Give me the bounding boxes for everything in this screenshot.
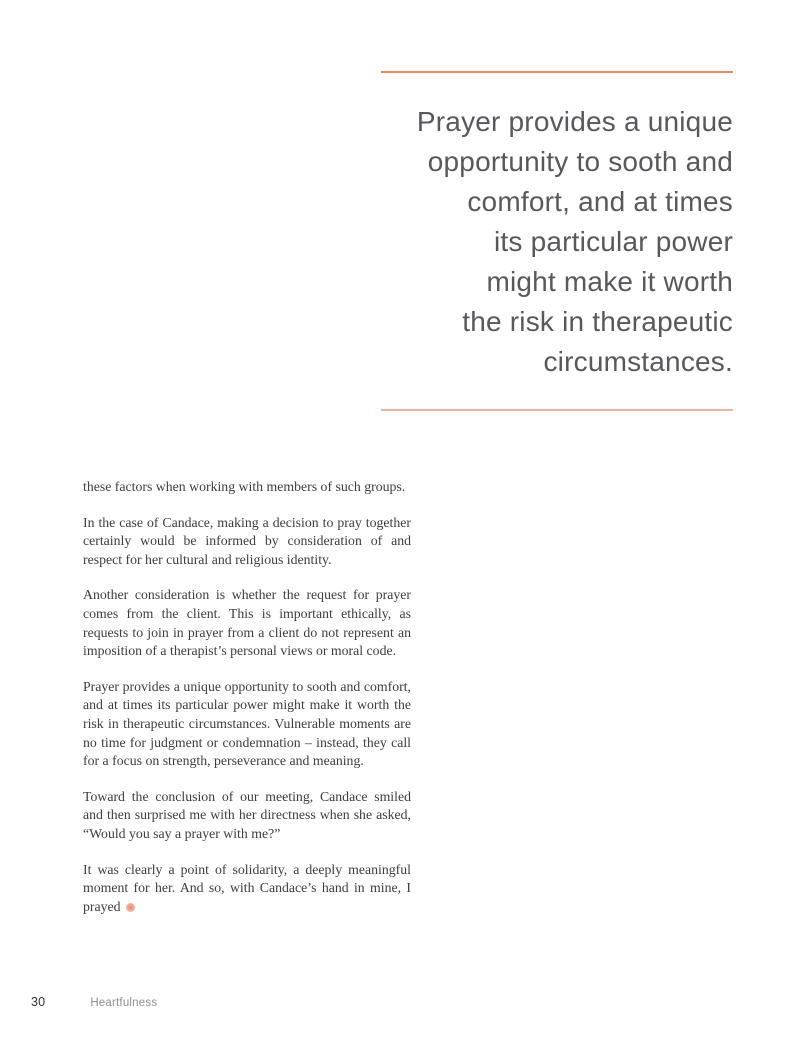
pull-quote <box>381 102 733 382</box>
body-paragraph <box>83 478 411 497</box>
article-body-column <box>83 478 411 916</box>
paragraph-text: Toward the conclusion of our meeting, Candace smiled and then surprised me with her directness when she asked, “Would you say a prayer with me?” <box>83 788 411 841</box>
body-paragraph <box>83 678 411 771</box>
body-paragraph <box>83 586 411 660</box>
pull-quote-top-rule <box>381 71 733 73</box>
pull-quote-line: comfort, and at times <box>467 186 733 217</box>
pull-quote-line: might make it worth <box>486 266 733 297</box>
end-mark-dot-icon <box>126 903 135 912</box>
page-footer <box>31 995 157 1009</box>
paragraph-text: Another consideration is whether the request for prayer comes from the client. This is important ethically, as requests to join in prayer from a client do not represent an imposition of a therapist’s personal views or moral code. <box>83 587 411 659</box>
pull-quote-line: its particular power <box>494 226 733 257</box>
publication-name: Heartfulness <box>90 997 158 1009</box>
pull-quote-line: circumstances. <box>543 346 733 377</box>
pull-quote-line: opportunity to sooth and <box>427 146 733 177</box>
body-paragraph <box>83 788 411 844</box>
paragraph-text: Prayer provides a unique opportunity to sooth and comfort, and at times its particular power might make it worth the risk in therapeutic circumstances. Vulnerable moments are no time for judgment or condemnation – instead, they call for a focus on strength, perseverance and meaning. <box>83 678 411 769</box>
body-paragraph <box>83 514 411 570</box>
pull-quote-line: the risk in therapeutic <box>462 306 733 337</box>
body-paragraph <box>83 861 411 917</box>
paragraph-text: It was clearly a point of solidarity, a deeply meaningful moment for her. And so, with Candace’s hand in mine, I prayed <box>83 861 411 914</box>
pull-quote-bottom-rule <box>381 409 733 411</box>
pull-quote-line: Prayer provides a unique <box>416 106 733 137</box>
paragraph-text: In the case of Candace, making a decision to pray together certainly would be informed by consideration of and respect for her cultural and religious identity. <box>83 514 411 567</box>
paragraph-text: these factors when working with members of such groups. <box>83 479 406 494</box>
page-number: 30 <box>31 995 46 1009</box>
